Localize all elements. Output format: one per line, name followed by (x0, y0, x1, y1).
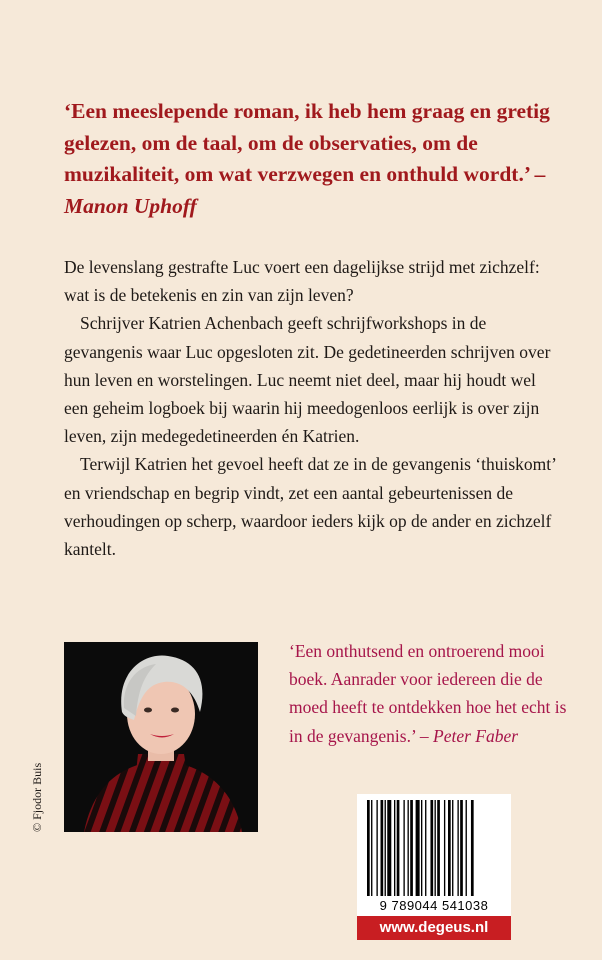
bottom-review-quote (289, 637, 579, 750)
bottom-quote-author: – Peter Faber (419, 725, 519, 746)
blurb-paragraph: De levenslang gestrafte Luc voert een dagelijkse strijd met zichzelf: wat is de betekenis en zin van zijn leven? (64, 257, 540, 306)
isbn-number: 9 789044 541038 (379, 898, 489, 913)
author-photo (64, 642, 258, 832)
top-review-quote (64, 96, 564, 222)
blurb-paragraph: Schrijver Katrien Achenbach geeft schrijfworkshops in de gevangenis waar Luc opgesloten zit. De gedetineerden schrijven over hun leven en worstelingen. Luc neemt niet deel, maar hij houdt wel een geheim logboek bij waarin hij meedogenloos eerlijk is over zijn leven, zijn medegedetineerden én Katrien. (64, 313, 551, 447)
barcode-panel (357, 794, 511, 940)
bottom-quote-text: ‘Een onthutsend en ontroerend mooi boek. Aanrader voor iedereen die de moed heeft te ontdekken hoe het echt is in de gevangenis.’ (289, 641, 567, 746)
author-portrait-illustration (64, 642, 258, 832)
publisher-url: www.degeus.nl (357, 916, 511, 940)
barcode-icon (365, 800, 505, 896)
photo-credit: © Fjodor Buis (30, 762, 44, 832)
book-blurb (64, 253, 564, 563)
top-quote-text: ‘Een meeslepende roman, ik heb hem graag en gretig gelezen, om de taal, om de observaties, om de muzikaliteit, om wat verzwegen en onthuld wordt.’ (64, 99, 550, 186)
blurb-paragraph: Terwijl Katrien het gevoel heeft dat ze in de gevangenis ‘thuiskomt’ en vriendschap en begrip vindt, zet een aantal gebeurtenissen de verhoudingen op scherp, waardoor ieders kijk op de ander en zichzelf kantelt. (64, 454, 556, 560)
top-quote-author: – Manon Uphoff (64, 162, 546, 218)
